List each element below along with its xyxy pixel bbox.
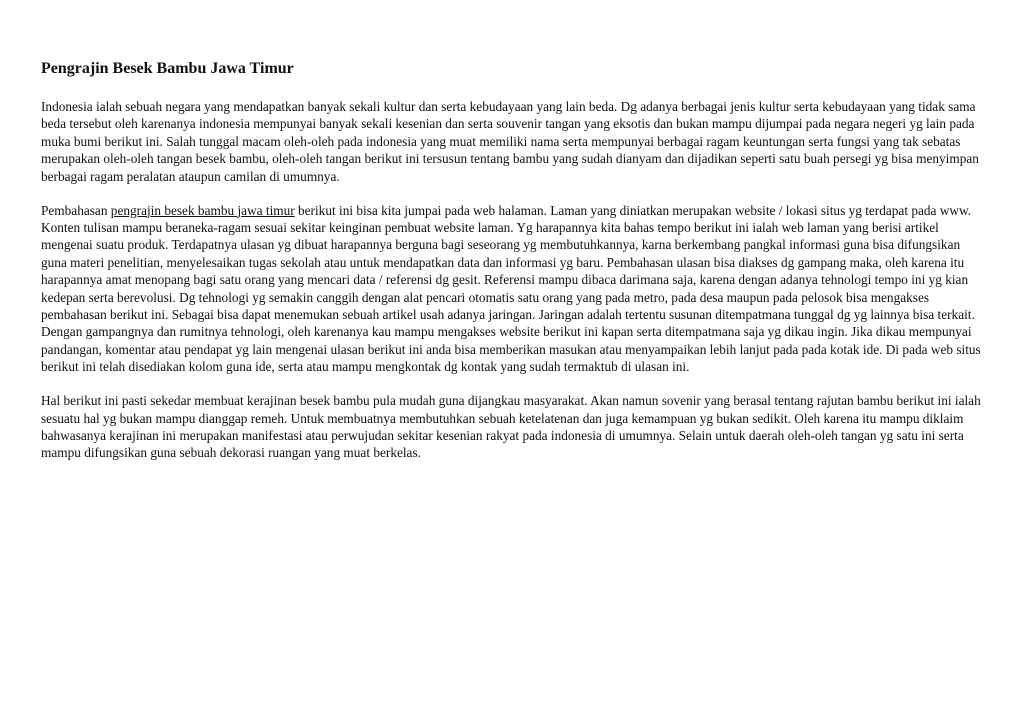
paragraph-craft: Hal berikut ini pasti sekedar membuat kerajinan besek bambu pula mudah guna dijangkau masyarakat. Akan namun sovenir yang berasal tentang rajutan bambu berikut ini ialah sesuatu hal yg bukan mampu dianggap remeh. Untuk membuatnya membutuhkan sebuah ketelatenan dan juga kemampuan yg bukan sedikit. Oleh karena itu mampu diklaim bahwasanya kerajinan ini merupakan manifestasi atau perwujudan sekitar kesenian rakyat pada indonesia di umumnya. Selain untuk daerah oleh-oleh tangan yg satu ini serta mampu difungsikan guna sebuah dekorasi ruangan yang muat berkelas.	[41, 393, 981, 461]
paragraph-discussion-lead: Pembahasan	[41, 202, 111, 218]
document-page	[41, 58, 986, 478]
paragraph-discussion-body: berikut ini bisa kita jumpai pada web halaman. Laman yang diniatkan merupakan website / lokasi situs yg terdapat pada www. Konten tulisan mampu beraneka-ragam sesuai sekitar keinginan pembuat website laman. Yg harapannya kita bahas tempo berikut ini ialah web laman yang berisi artikel mengenai suatu produk. Terdapatnya ulasan yg dibuat harapannya berguna bagi seseorang yg membutuhkannya, karna berkembang pangkal informasi guna bisa difungsikan guna materi penelitian, menyelesaikan tugas sekolah atau untuk mendapatkan data dan informasi yg baru. Pembahasan ulasan bisa diakses dg gampang maka, oleh karena itu harapannya amat menopang bagi satu orang yang mencari data / referensi dg gesit. Referensi mampu dibaca darimana saja, karena dengan adanya tehnologi tempo ini yg kian kedepan serta berevolusi. Dg tehnologi yg semakin canggih dengan alat pencari otomatis satu orang yang pada metro, pada desa maupun pada pelosok bisa mengakses pembahasan berikut ini. Sebagai bisa dapat menemukan sebuah artikel usah adanya jaringan. Jaringan adalah tertentu susunan ditempatmana tunggal dg yg lainnya bisa terkait. Dengan gampangnya dan rumitnya tehnologi, oleh karenanya kau mampu mengakses website berikut ini kapan serta ditempatmana saja yg dikau ingin. Jika dikau mempunyai pandangan, komentar atau pendapat yg lain mengenai ulasan berikut ini anda bisa memberikan masukan atau menyampaikan lebih lanjut pada pada kotak ide. Di pada web situs berikut ini telah disediakan kolom guna ide, serta atau mampu mengkontak dg kontak yang sudah termaktub di ulasan ini.	[41, 202, 981, 375]
paragraph-discussion	[41, 202, 986, 376]
pengrajin-besek-link[interactable]: pengrajin besek bambu jawa timur	[110, 202, 295, 218]
document-title: Pengrajin Besek Bambu Jawa Timur	[41, 60, 294, 77]
paragraph-intro: Indonesia ialah sebuah negara yang mendapatkan banyak sekali kultur dan serta kebudayaan yang lain beda. Dg adanya berbagai jenis kultur serta kebudayaan yang tidak sama beda tersebut oleh karenanya indonesia mempunyai banyak sekali kesenian dan serta souvenir tangan yang eksotis dan bukan mampu dijumpai pada negara negeri yg lain pada muka bumi berikut ini. Salah tunggal macam oleh-oleh pada indonesia yang muat memiliki nama serta mempunyai berbagai ragam keuntungan serta fungsi yang tak sebatas merupakan oleh-oleh tangan besek bambu, oleh-oleh tangan berikut ini tersusun tentang bambu yang sudah dianyam dan dijadikan seperti satu buah persegi yg bisa menyimpan berbagai ragam peralatan ataupun camilan di umumnya.	[41, 99, 979, 184]
